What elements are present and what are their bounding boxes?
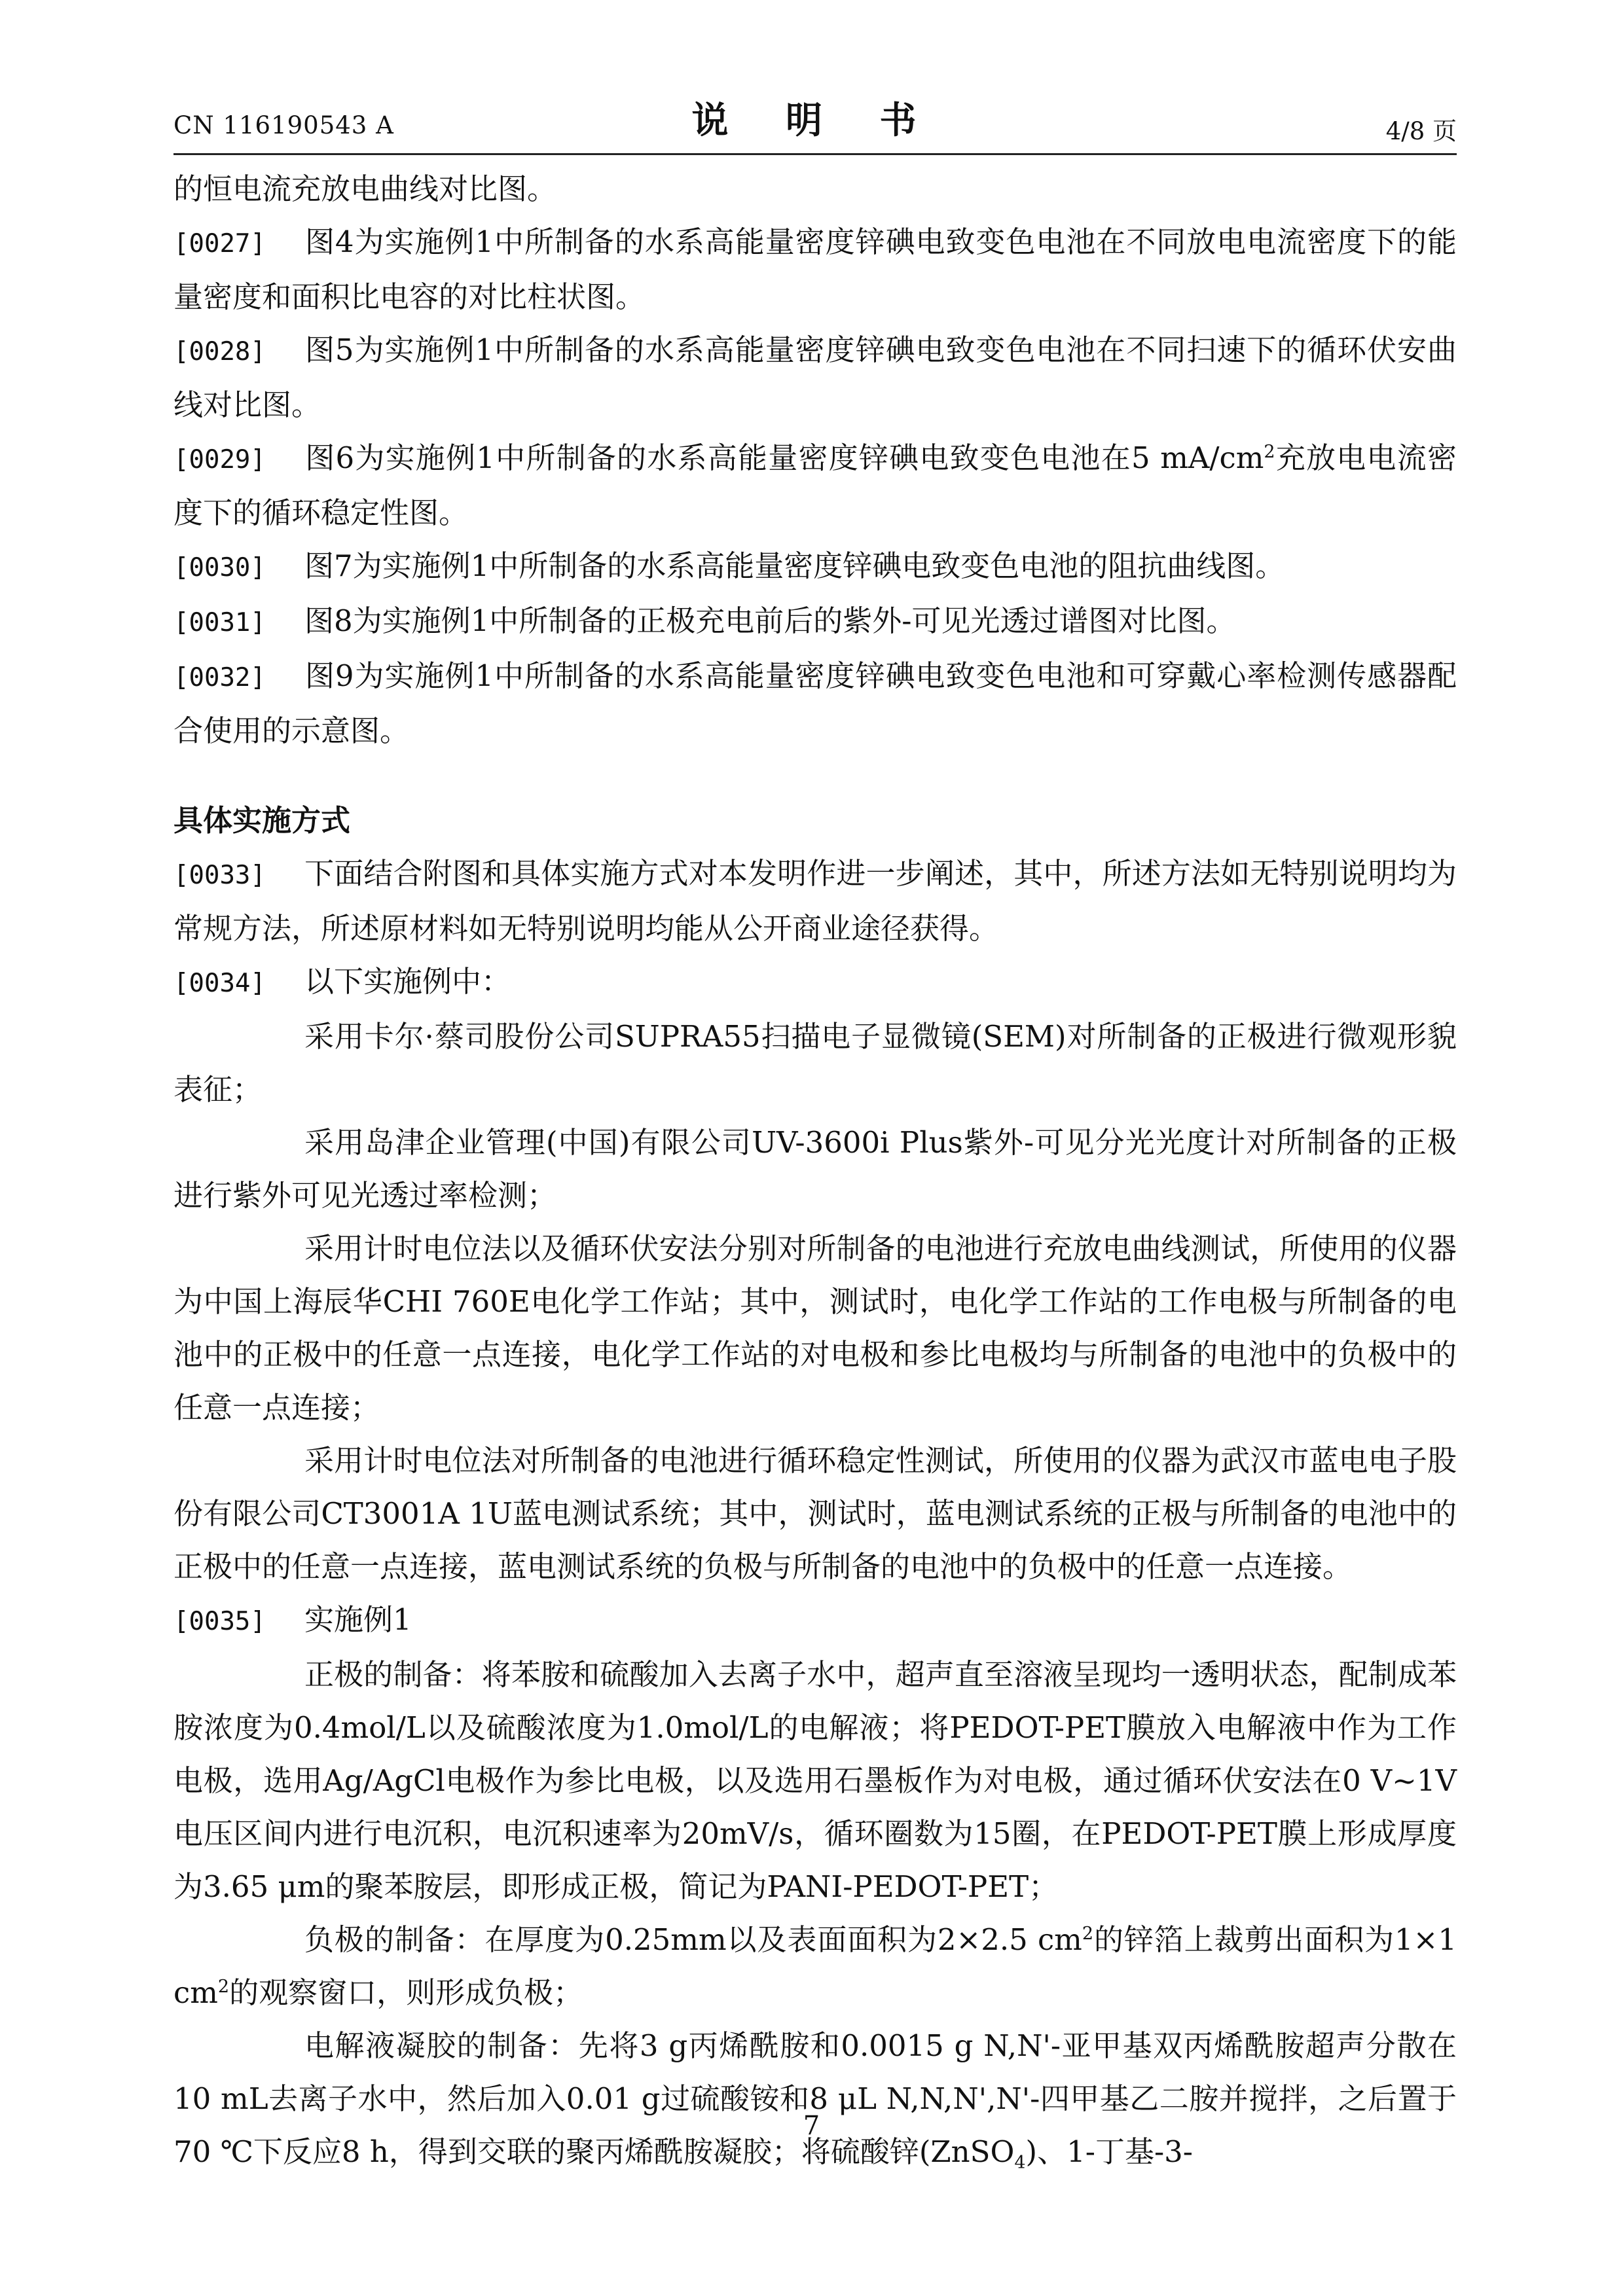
page-header [173, 92, 1457, 151]
paragraph-0027: [0027] 图4为实施例1中所制备的水系高能量密度锌碘电致变色电池在不同放电电流密度下的能量密度和面积比电容的对比柱状图。 [173, 215, 1457, 323]
paragraph-0034-item-uv: 采用岛津企业管理(中国)有限公司UV-3600i Plus紫外-可见分光光度计对所制备的正极进行紫外可见光透过率检测； [173, 1125, 1457, 1213]
paragraph-0034-item-landian: 采用计时电位法对所制备的电池进行循环稳定性测试，所使用的仪器为武汉市蓝电电子股份有限公司CT3001A 1U蓝电测试系统；其中，测试时，蓝电测试系统的正极与所制备的电池中的正极中的任意一点连接，蓝电测试系统的负极与所制备的电池中的负极中的任意一点连接。 [173, 1443, 1457, 1584]
paragraph-0030: [0030] 图7为实施例1中所制备的水系高能量密度锌碘电致变色电池的阻抗曲线图。 [173, 539, 1457, 594]
section-heading: 具体实施方式 [173, 803, 351, 838]
paragraph-0034-item-chi: 采用计时电位法以及循环伏安法分别对所制备的电池进行充放电曲线测试，所使用的仪器为中国上海辰华CHI 760E电化学工作站；其中，测试时，电化学工作站的工作电极与所制备的电池中的正极中的任意一点连接，电化学工作站的对电极和参比电极均与所制备的电池中的负极中的任意一点连接； [173, 1231, 1457, 1425]
paragraph-number: [0028] [173, 337, 266, 367]
paragraph-number: [0030] [173, 553, 266, 583]
page-indicator: 4/8 页 [1385, 117, 1457, 145]
paragraph-number: [0031] [173, 608, 266, 637]
paragraph-number: [0035] [173, 1607, 266, 1636]
paragraph-number: [0034] [173, 969, 266, 998]
paragraph-0035-cathode: 正极的制备：将苯胺和硫酸加入去离子水中，超声直至溶液呈现均一透明状态，配制成苯胺浓度为0.4mol/L以及硫酸浓度为1.0mol/L的电解液；将PEDOT-PET膜放入电解液中作为工作电极，选用Ag/AgCl电极作为参比电极，以及选用石墨板作为对电极，通过循环伏安法在0 V~1V电压区间内进行电沉积，电沉积速率为20mV/s，循环圈数为15圈，在PEDOT-PET膜上形成厚度为3.65 μm的聚苯胺层，即形成正极，简记为PANI-PEDOT-PET； [173, 1657, 1457, 1904]
paragraph-0035-anode: 负极的制备：在厚度为0.25mm以及表面面积为2×2.5 $cm^2$的锌箔上裁剪出面积为1×1 $cm^2$的观察窗口，则形成负极； [173, 1922, 1457, 2010]
paragraph-0035: [0035] 实施例1 [173, 1593, 1457, 1648]
paragraph-0035-gel: 电解液凝胶的制备：先将3 g丙烯酰胺和0.0015 g N,N'-亚甲基双丙烯酰胺超声分散在10 mL去离子水中，然后加入0.01 g过硫酸铵和8 μL N,N,N',N'-四甲基乙二胺并搅拌，之后置于70 ℃下反应8 h，得到交联的聚丙烯酰胺凝胶；将硫酸锌(ZnSO$_4$)、1-丁基-3- [173, 2028, 1457, 2173]
document-body [173, 162, 1457, 2178]
paragraph-number: [0027] [173, 229, 266, 259]
paragraph-0028: [0028] 图5为实施例1中所制备的水系高能量密度锌碘电致变色电池在不同扫速下的循环伏安曲线对比图。 [173, 323, 1457, 431]
paragraph-0032: [0032] 图9为实施例1中所制备的水系高能量密度锌碘电致变色电池和可穿戴心率检测传感器配合使用的示意图。 [173, 649, 1457, 757]
paragraph-0034: [0034] 以下实施例中： [173, 955, 1457, 1010]
paragraph-0033: [0033] 下面结合附图和具体实施方式对本发明作进一步阐述，其中，所述方法如无特别说明均为常规方法，所述原材料如无特别说明均能从公开商业途径获得。 [173, 847, 1457, 955]
paragraph-number: [0033] [173, 861, 266, 890]
paragraph-number: [0032] [173, 663, 266, 692]
paragraph-0031: [0031] 图8为实施例1中所制备的正极充电前后的紫外-可见光透过谱图对比图。 [173, 594, 1457, 649]
patent-number: CN 116190543 A [173, 111, 394, 139]
paragraph-number: [0029] [173, 445, 266, 475]
paragraph-0029: [0029] 图6为实施例1中所制备的水系高能量密度锌碘电致变色电池在5 $mA/cm^2$充放电电流密度下的循环稳定性图。 [173, 431, 1457, 539]
page-number: 7 [803, 2111, 820, 2141]
paragraph-0034-item-sem: 采用卡尔·蔡司股份公司SUPRA55扫描电子显微镜(SEM)对所制备的正极进行微观形貌表征； [173, 1019, 1457, 1107]
continued-line: 的恒电流充放电曲线对比图。 [173, 171, 557, 206]
document-title: 说 明 书 [691, 99, 939, 142]
header-divider [173, 153, 1457, 155]
